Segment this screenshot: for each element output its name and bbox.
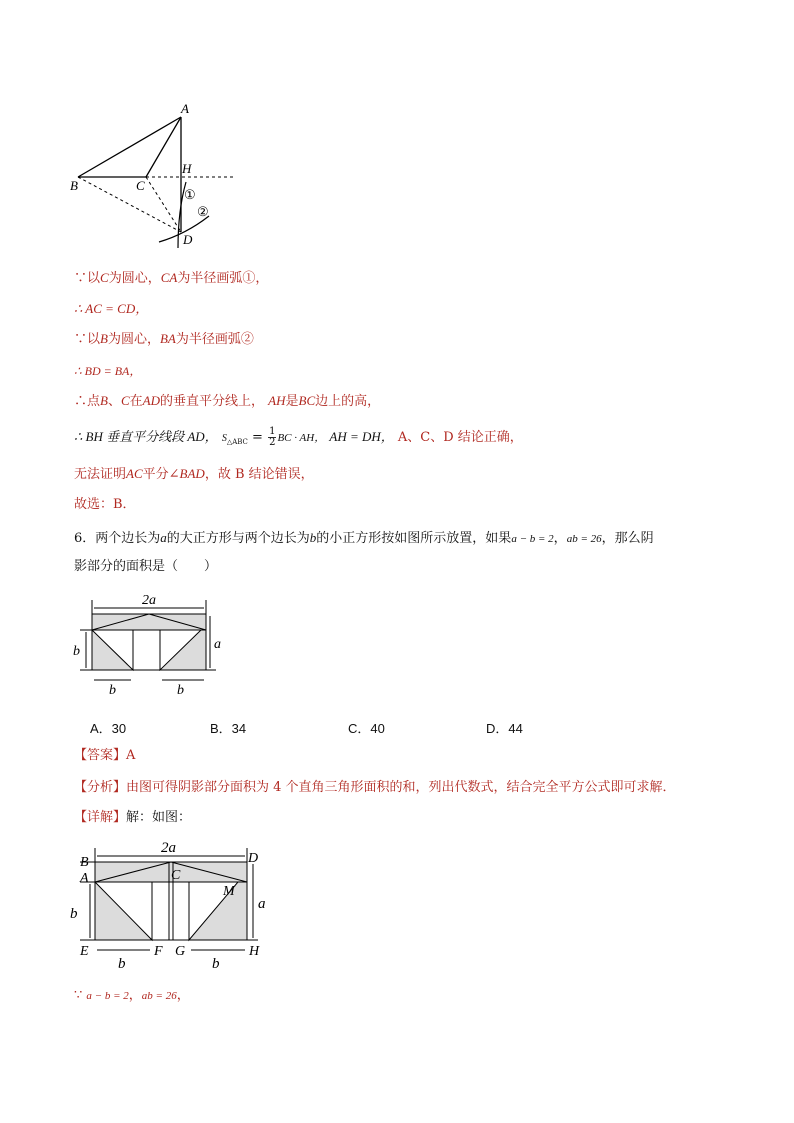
label-a-pt: A (80, 871, 89, 886)
proof-line-7: 无法证明AC平分∠BAD，故 B 结论错误， (74, 466, 314, 482)
top-strip (92, 614, 206, 630)
label-a-right: a (214, 637, 221, 652)
label-b-bottom-left-3: b (118, 956, 126, 972)
detail-line (74, 810, 191, 826)
label-b-bottom-left: b (109, 683, 116, 698)
segment-ca (146, 117, 181, 177)
label-e-pt: E (80, 944, 89, 959)
detail-text: 解：如图： (126, 810, 192, 825)
proof-line-1: ∵以C为圆心，CA为半径画弧①， (74, 270, 269, 286)
dashed-bd (78, 177, 181, 232)
proof-line-3: ∵以B为圆心，BA为半径画弧② (74, 331, 254, 347)
proof-line-8: 故选：B． (74, 497, 136, 512)
label-f-pt: F (154, 944, 163, 959)
analysis-tag: 【分析】 (74, 780, 127, 795)
answer-line (74, 748, 135, 764)
answer-value: A (126, 748, 136, 763)
label-a-right-3: a (258, 896, 266, 912)
label-c: C (136, 178, 145, 193)
label-arc2: ② (197, 204, 209, 219)
analysis-line (74, 780, 676, 796)
label-2a: 2a (142, 593, 156, 608)
segment-ba (78, 117, 181, 177)
label-h-pt: H (249, 944, 260, 959)
option-c[interactable]: C．40 (348, 721, 385, 736)
label-b: B (70, 178, 78, 193)
proof-line-2: ∴ AC = CD， (74, 301, 149, 316)
dashed-cd (146, 177, 181, 232)
analysis-text: 由图可得阴影部分面积为 4 个直角三角形面积的和，列出代数式，结合完全平方公式即可求解． (126, 780, 676, 795)
option-b[interactable]: B．34 (210, 721, 247, 736)
figure-squares-solution (68, 834, 268, 976)
label-b-left: b (73, 644, 80, 659)
label-a: A (181, 101, 189, 116)
label-b-pt: B (80, 855, 89, 870)
label-2a-3: 2a (161, 840, 176, 856)
option-a[interactable]: A．30 (90, 721, 127, 736)
detail-tag: 【详解】 (74, 810, 127, 825)
proof-line-6: ∴ BH 垂直平分线段 AD， $S_{\triangle ABC}$ = $\frac{1}{2}$ BC · AH， AH = DH， A、C、D 结论正确， (74, 426, 523, 448)
label-arc1: ① (184, 187, 196, 202)
question-6-line-1: 6．两个边长为a的大正方形与两个边长为b的小正方形按如图所示放置，如果a − b = 2，ab = 26，那么阴 (74, 530, 654, 546)
proof-line-4: ∴ BD = BA， (74, 364, 142, 378)
option-d[interactable]: D．44 (486, 721, 523, 736)
label-g-pt: G (175, 944, 186, 959)
label-d-pt: D (248, 851, 259, 866)
question-6-line-2: 影部分的面积是（ ） (74, 559, 218, 574)
label-b-left-3: b (70, 906, 78, 922)
label-b-bottom-right: b (177, 683, 184, 698)
figure-triangle-construction (66, 100, 236, 250)
label-c-pt: C (171, 868, 181, 883)
label-m-pt: M (223, 884, 235, 899)
figure-squares-question (70, 588, 240, 700)
label-b-bottom-right-3: b (212, 956, 220, 972)
label-h: H (182, 161, 192, 176)
label-d: D (183, 232, 193, 247)
proof-line-5: ∴点B、C在AD的垂直平分线上， AH是BC边上的高， (74, 393, 381, 409)
final-line: ∵ a − b = 2，ab = 26， (74, 988, 190, 1003)
answer-tag: 【答案】 (74, 748, 127, 763)
